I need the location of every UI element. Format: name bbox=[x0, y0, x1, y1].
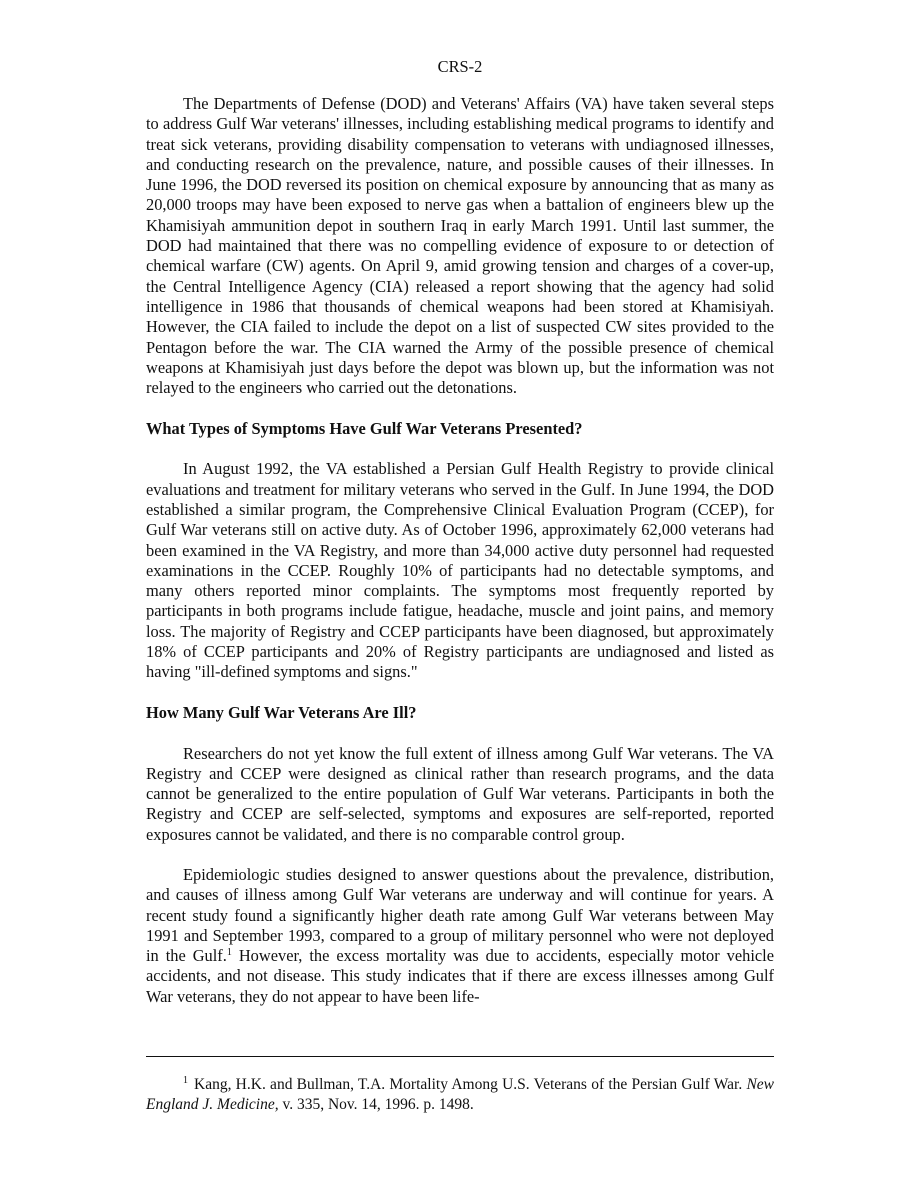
paragraph-registry: In August 1992, the VA established a Persian Gulf Health Registry to provide clinical evaluations and treatment for military veterans who served in the Gulf. In June 1994, the DOD established a similar program, the Comprehensive Clinical Evaluation Program (CCEP), for Gulf War veterans still on active duty. As of October 1996, approximately 62,000 veterans had been examined in the VA Registry, and more than 34,000 active duty personnel had requested examinations in the CCEP. Roughly 10% of participants had no detectable symptoms, and many others reported minor complaints. The symptoms most frequently reported by participants in both programs include fatigue, headache, muscle and joint pains, and memory loss. The majority of Registry and CCEP participants have been diagnosed, but approximately 18% of CCEP participants and 20% of Registry participants are undiagnosed and listed as having "ill-defined symptoms and signs." bbox=[146, 459, 774, 682]
epidemiologic-text-part-1: Epidemiologic studies designed to answer questions about the prevalence, distribution, and causes of illness among Gulf War veterans are underway and will continue for years. A recent study found a significantly higher death rate among Gulf War veterans between May 1991 and September 1993, compared to a group of military personnel who were not deployed in the Gulf. bbox=[146, 864, 774, 966]
footnote-journal: New England J. Medicine, bbox=[146, 1076, 775, 1113]
section-heading-symptoms: What Types of Symptoms Have Gulf War Veterans Presented? bbox=[146, 418, 583, 438]
paragraph-dod-va-steps: The Departments of Defense (DOD) and Veterans' Affairs (VA) have taken several steps to address Gulf War veterans' illnesses, including establishing medical programs to identify and treat sick veterans, providing disability compensation to veterans with undiagnosed illnesses, and conducting research on the prevalence, nature, and possible causes of their illnesses. In June 1996, the DOD reversed its position on chemical exposure by announcing that as many as 20,000 troops may have been exposed to nerve gas when a battalion of engineers blew up the Khamisiyah ammunition depot in southern Iraq in early March 1991. Until last summer, the DOD had maintained that there was no compelling evidence of exposure to or detection of chemical warfare (CW) agents. On April 9, amid growing tension and charges of a cover-up, the Central Intelligence Agency (CIA) released a report showing that the agency had solid intelligence in 1986 that thousands of chemical weapons had been stored at Khamisiyah. However, the CIA failed to include the depot on a list of suspected CW sites provided to the Pentagon before the war. The CIA warned the Army of the possible presence of chemical weapons at Khamisiyah just days before the depot was blown up, but the information was not relayed to the engineers who carried out the detonations. bbox=[146, 94, 774, 398]
epidemiologic-text-part-2: However, the excess mortality was due to accidents, especially motor vehicle accidents, and not disease. This study indicates that if there are excess illnesses among Gulf War veterans, they do not appear to have been life- bbox=[146, 946, 774, 1006]
footnote-marker: 1 bbox=[183, 1075, 188, 1086]
footnote bbox=[146, 1075, 774, 1115]
section-heading-how-many-ill: How Many Gulf War Veterans Are Ill? bbox=[146, 702, 417, 722]
footnote-citation: Kang, H.K. and Bullman, T.A. Mortality Among U.S. Veterans of the Persian Gulf War. bbox=[194, 1076, 743, 1093]
footnote-divider bbox=[146, 1056, 774, 1057]
footnote-citation-details: v. 335, Nov. 14, 1996. p. 1498. bbox=[278, 1096, 474, 1113]
paragraph-epidemiologic-studies bbox=[146, 865, 774, 1007]
page-header: CRS-2 bbox=[437, 57, 483, 76]
body-text bbox=[146, 94, 774, 1007]
paragraph-research-extent: Researchers do not yet know the full extent of illness among Gulf War veterans. The VA Registry and CCEP were designed as clinical rather than research programs, and the data cannot be generalized to the entire population of Gulf War veterans. Participants in both the Registry and CCEP are self-selected, symptoms and exposures are self-reported, reported exposures cannot be validated, and there is no comparable control group. bbox=[146, 743, 774, 844]
footnote-reference[interactable]: 1 bbox=[226, 947, 232, 959]
